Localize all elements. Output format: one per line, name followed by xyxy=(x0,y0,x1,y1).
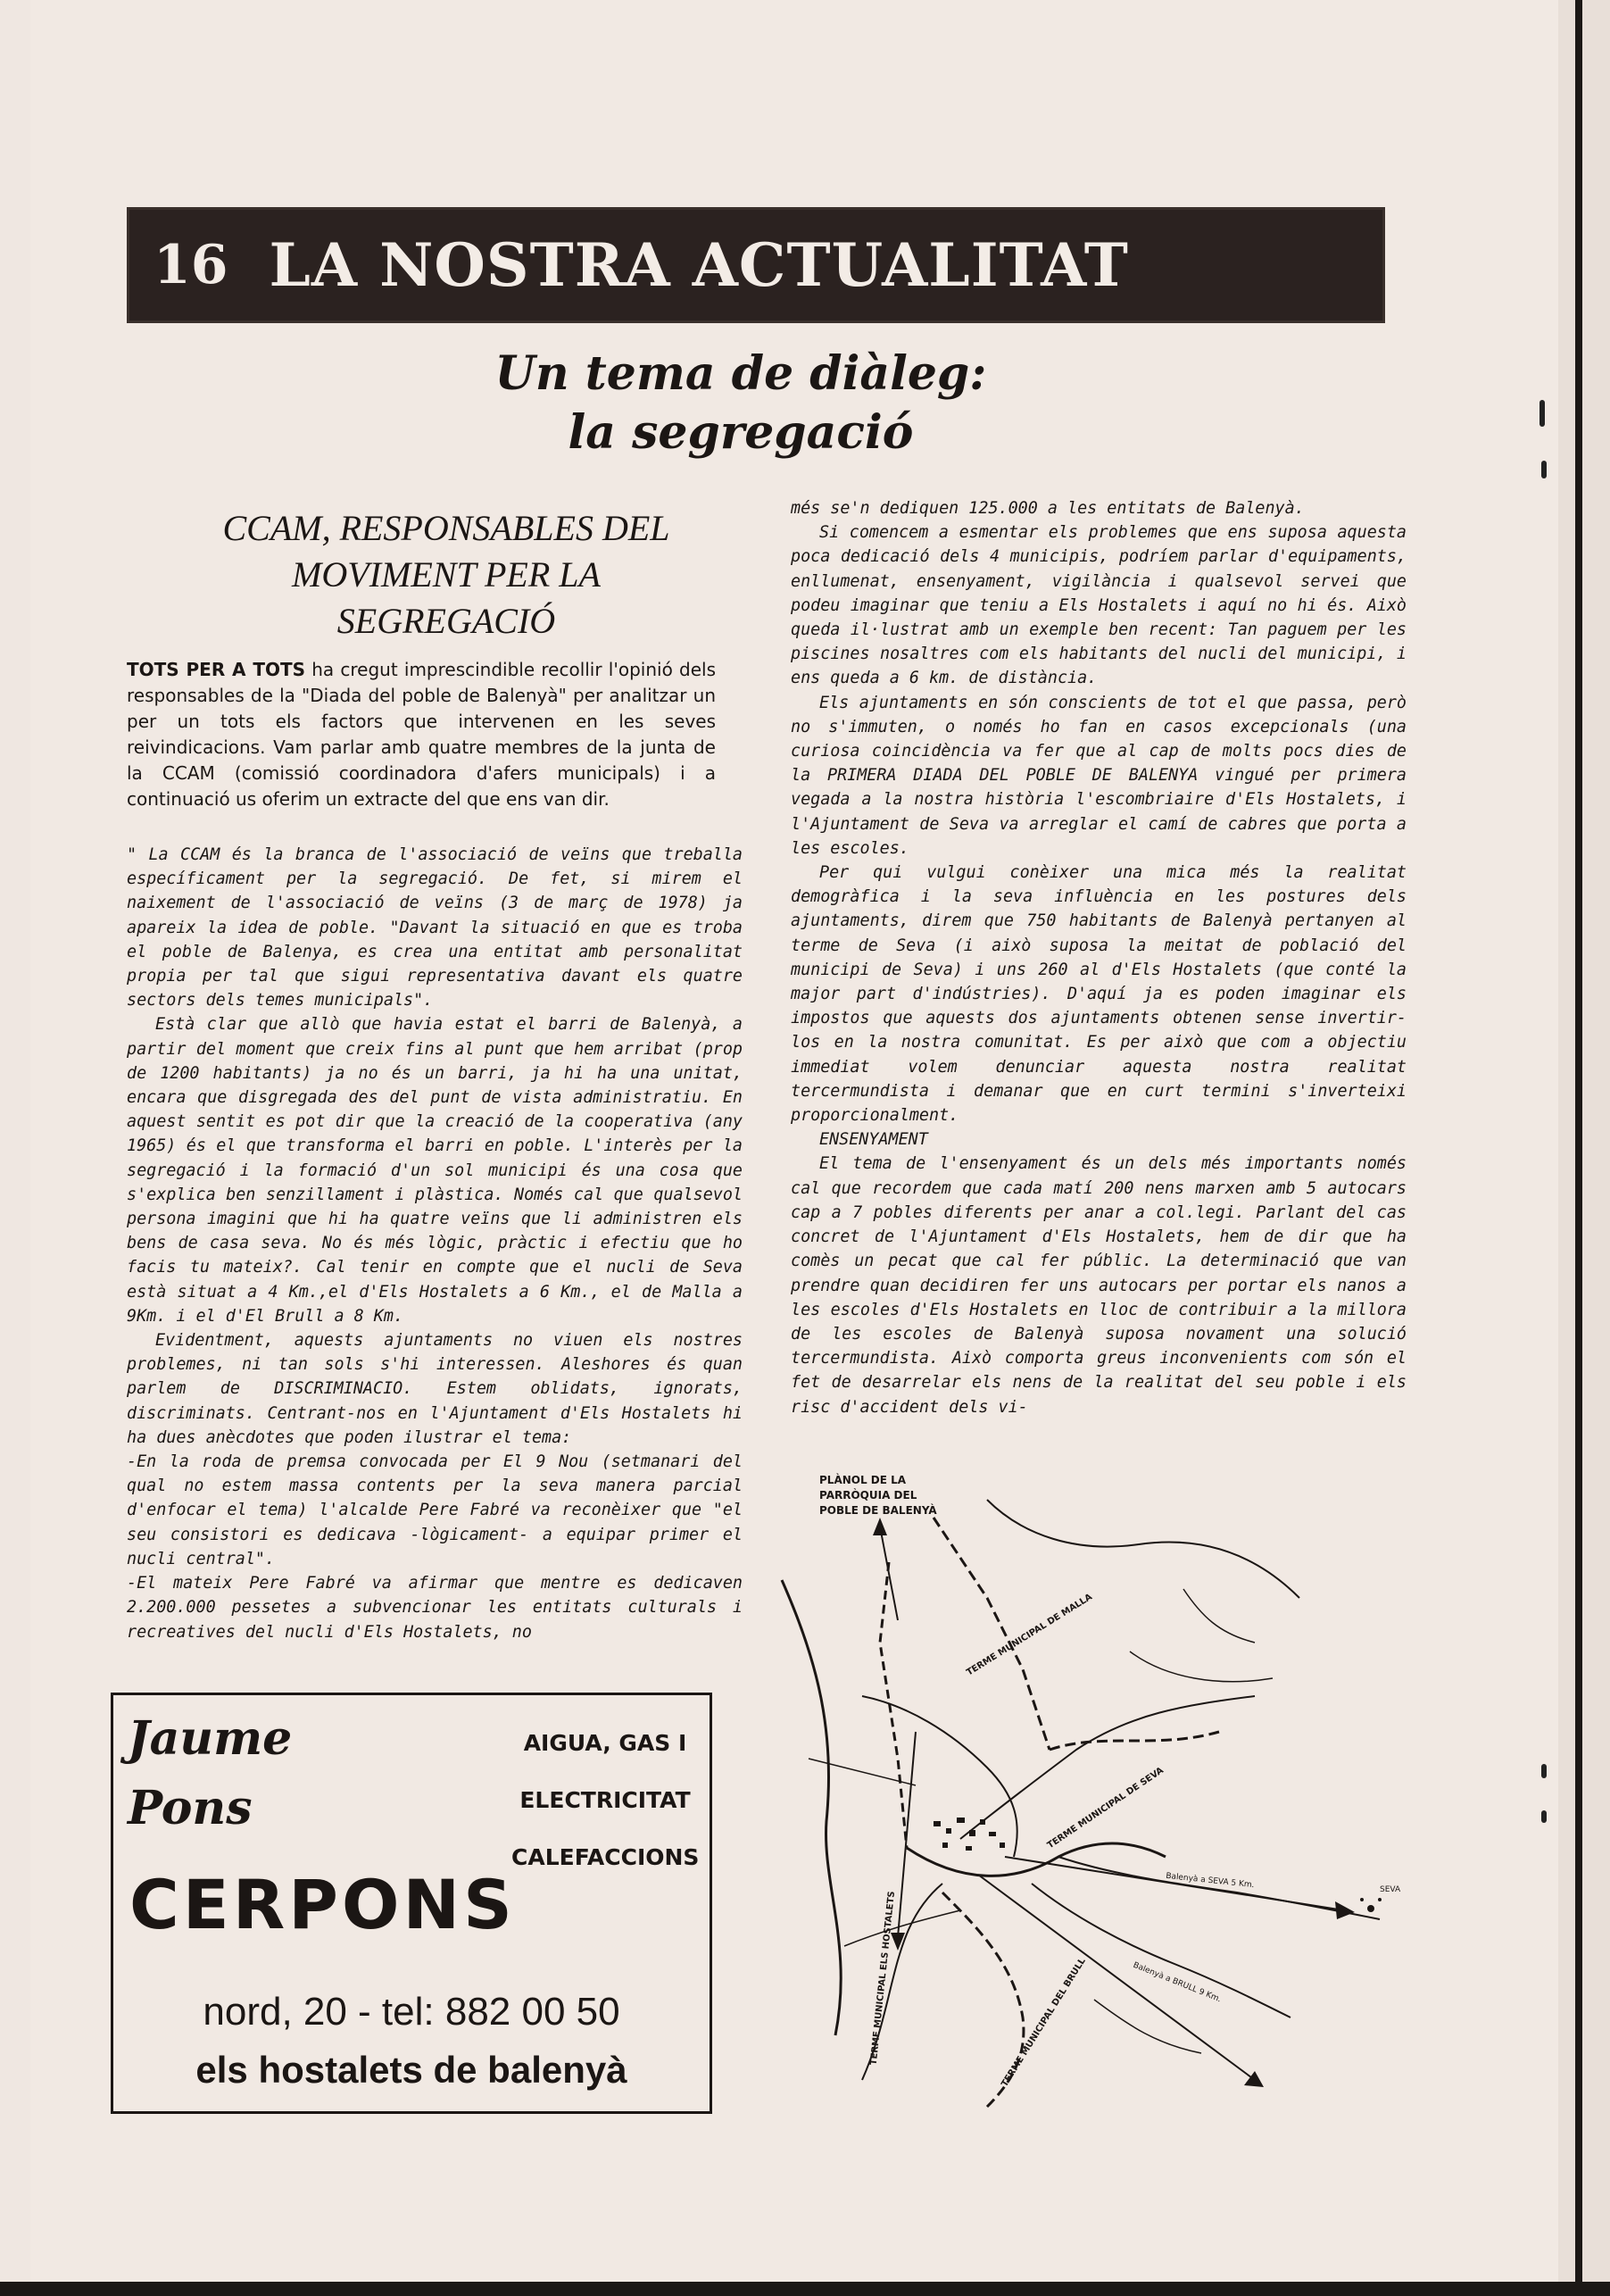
article-column-2 xyxy=(791,496,1407,1419)
map-title-line: PLÀNOL DE LA xyxy=(819,1474,907,1486)
section-banner xyxy=(127,207,1385,323)
map-title-line: POBLE DE BALENYÀ xyxy=(819,1504,937,1517)
map-label-hostalets: TERME MUNICIPAL ELS HOSTALETS xyxy=(868,1891,898,2066)
ad-service: ELECTRICITAT xyxy=(519,1787,691,1813)
ad-brand-script: Pons xyxy=(128,1781,253,1835)
intro-lead: TOTS PER A TOTS xyxy=(127,659,306,680)
paragraph: -En la roda de premsa convocada per El 9 Nou (setmanari del qual no estem massa contents per la seva manera parcial d'enfocar el tema) l'alcalde Pere Fabré va reconèixer que "el seu consistori es dedicava -lògicament- a equipar primer el nucli central". xyxy=(127,1452,743,1568)
page-number: 16 xyxy=(154,234,228,296)
page-margin-right xyxy=(1558,0,1610,2296)
ad-services xyxy=(511,1715,699,1886)
page-margin-left xyxy=(0,0,30,2296)
scan-mark xyxy=(1541,461,1547,478)
map-label-seva-town: SEVA xyxy=(1380,1885,1401,1894)
paragraph: " La CCAM és la branca de l'associació de veïns que treballa específicament per la segregació. De fet, si mirem el naixement de l'associació de veïns (3 de març de 1978) ja apareix la idea de poble. "Davant la situació en que es troba el poble de Balenya, es crea una entitat amb personalitat propia per tal que sigui representativa davant els quatre sectors dels temes municipals". xyxy=(127,845,743,1011)
headline-line-2: la segregació xyxy=(568,405,914,460)
paragraph: El tema de l'ensenyament és un dels més importants només cal que recordem que cada matí 200 nens marxen amb 5 autocars cap a 7 pobles diferents per anar a col.legi. Parlant del cas concret de l'Ajuntament d'Els Hostalets, hem de dir que ha comès un pecat que cal fer públic. La determinació que van prendre quan decidiren fer uns autocars per portar els nanos a les escoles d'Els Hostalets en lloc de contribuir a la millora de les escoles de Balenyà suposa novament una solució tercermundista. Això comporta greus inconvenients com són el fet de desarrelar els nens de la realitat del seu poble i els risc d'accident dels vi- xyxy=(791,1154,1407,1417)
ad-address: nord, 20 - tel: 882 00 50 xyxy=(203,1990,620,2034)
advertisement xyxy=(111,1693,712,2114)
map-label-to-brull: Balenyà a BRULL 9 Km. xyxy=(1131,1960,1223,2005)
ad-town: els hostalets de balenyà xyxy=(195,2049,627,2091)
article-subhead xyxy=(143,505,750,645)
map-title-line: PARRÒQUIA DEL xyxy=(819,1489,917,1502)
subhead-line-1: CCAM, RESPONSABLES DEL xyxy=(222,508,670,548)
map-title xyxy=(819,1473,937,1518)
paragraph: Els ajuntaments en són conscients de tot el que passa, però no s'immuten, o només ho fan en casos excepcionals (una curiosa coincidència va fer que al cap de molts pocs dies de la PRIMERA DIADA DEL POBLE DE BALENYA vingué per primera vegada a la nostra història l'escombriaire d'Els Hostalets, i l'Ajuntament de Seva va arreglar el camí de cabres que porta a les escoles. xyxy=(791,693,1407,858)
intro-text: ha cregut imprescindible recollir l'opinió dels responsables de la "Diada del poble de Balenyà" per analitzar un per un tots els factors que intervenen en les seves reivindicacions. Vam parlar amb quatre membres de la junta de la CCAM (comissió coordinadora d'afers municipals) i a continuació us oferim un extracte del que ens van dir. xyxy=(127,659,716,810)
ad-logo: CERPONS xyxy=(129,1865,516,1944)
paragraph: més se'n dediquen 125.000 a les entitats de Balenyà. xyxy=(791,499,1305,518)
section-title: LA NOSTRA ACTUALITAT xyxy=(269,230,1129,300)
article-intro xyxy=(127,657,716,812)
parish-map xyxy=(755,1464,1412,2114)
paragraph: -El mateix Pere Fabré va afirmar que mentre es dedicaven 2.200.000 pessetes a subvencionar les entitats culturals i recreatives del nucli d'Els Hostalets, no xyxy=(127,1574,743,1642)
article-column-1 xyxy=(127,843,743,1644)
ad-service: AIGUA, GAS I xyxy=(523,1730,687,1756)
scan-mark xyxy=(1541,1810,1547,1823)
scan-mark xyxy=(1541,1764,1547,1778)
subhead-line-2: MOVIMENT PER LA xyxy=(292,554,601,595)
paragraph: Evidentment, aquests ajuntaments no viuen els nostres problemes, ni tan sols s'hi interessen. Aleshores és quan parlem de DISCRIMINACIO. Estem oblidats, ignorats, discriminats. Centrant-nos en l'Ajuntament d'Els Hostalets hi ha dues anècdotes que poden ilustrar el tema: xyxy=(127,1331,743,1447)
paragraph: Per qui vulgui conèixer una mica més la realitat demogràfica i la seva influència en les postures dels ajuntaments, direm que 750 habitants de Balenyà pertanyen al terme de Seva (i això suposa la meitat de població del municipi de Seva) i uns 260 al d'Els Hostalets (que conté la major part d'indústries). D'aquí ja es poden imaginar els impostos que aquests dos ajuntaments obtenen sense invertir-los en la nostra comunitat. Es per això que com a objectiu immediat volem denunciar aquesta nostra realitat tercermundista i demanar que en curt termini s'inverteixi proporcionalment. xyxy=(791,863,1407,1126)
map-drawing xyxy=(755,1464,1412,2114)
scan-border-bottom xyxy=(0,2282,1610,2296)
binding-edge xyxy=(1575,0,1582,2296)
paragraph: Si comencem a esmentar els problemes que ens suposa aquesta poca dedicació dels 4 municipis, podríem parlar d'equipaments, enllumenat, ensenyament, vigilància i qualsevol servei que podeu imaginar que teniu a Els Hostalets i aquí no hi és. Això queda il·lustrat amb un exemple ben recent: Tan paguem per les piscines nosaltres com els habitants del nucli del municipi, i ens queda a 6 km. de distància. xyxy=(791,523,1407,688)
ad-service: CALEFACCIONS xyxy=(511,1844,700,1870)
scan-mark xyxy=(1539,400,1545,427)
headline-line-1: Un tema de diàleg: xyxy=(494,346,987,401)
subhead-line-3: SEGREGACIÓ xyxy=(336,601,556,641)
article-headline xyxy=(295,345,1187,462)
map-label-malla: TERME MUNICIPAL DE MALLA xyxy=(965,1592,1094,1678)
paragraph: Està clar que allò que havia estat el barri de Balenyà, a partir del moment que creix fins al punt que hem arribat (prop de 1200 habitants) ja no és un barri, ja hi ha una unitat, encara que disgregada des del punt de vista administratiu. En aquest sentit es pot dir que la creació de la cooperativa (any 1965) és el que transforma el barri en poble. L'interès per la segregació i la formació d'un sol municipi és una cosa que s'explica ben senzillament i plàstica. Només cal que qualsevol persona imagini que hi ha quatre veïns que li administren els bens de casa seva. No és més lògic, pràctic i efectiu que ho facis tu mateix?. Cal tenir en compte que el nucli de Seva està situat a 4 Km.,el d'Els Hostalets a 6 Km., el de Malla a 9Km. i el d'El Brull a 8 Km. xyxy=(127,1015,743,1326)
map-label-seva: TERME MUNICIPAL DE SEVA xyxy=(1045,1765,1166,1851)
ad-brand-script: Jaume xyxy=(128,1711,293,1766)
map-label-to-seva: Balenyà a SEVA 5 Km. xyxy=(1165,1871,1255,1891)
map-label-brull: TERME MUNICIPAL DEL BRULL xyxy=(1000,1956,1088,2089)
section-heading: ENSENYAMENT xyxy=(819,1130,928,1150)
